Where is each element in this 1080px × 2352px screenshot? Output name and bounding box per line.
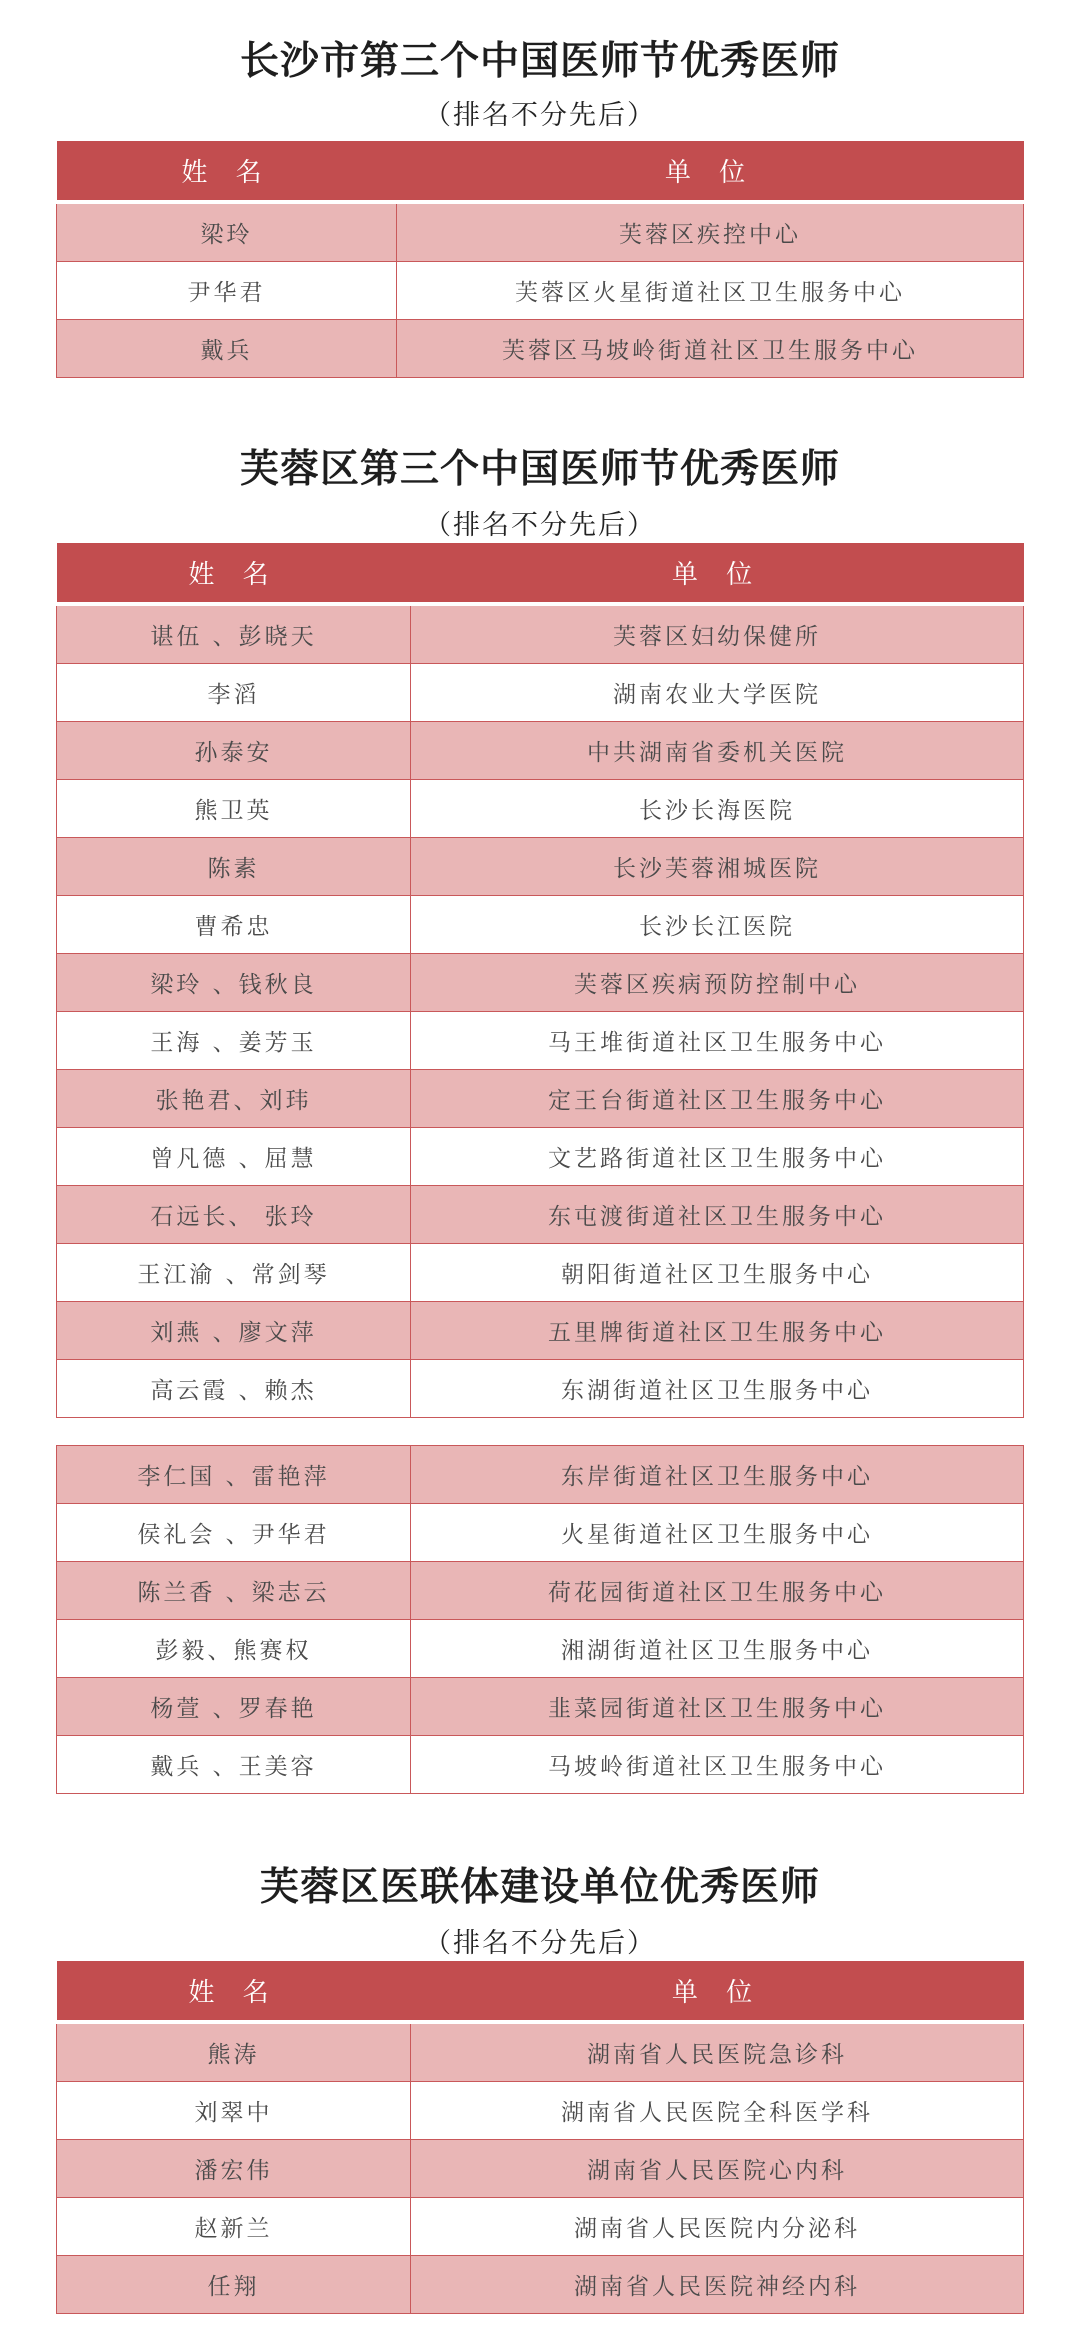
cell-unit: 湘湖街道社区卫生服务中心: [411, 1620, 1024, 1678]
table-row: [57, 954, 1024, 1012]
cell-unit: 荷花园街道社区卫生服务中心: [411, 1562, 1024, 1620]
table-row: [57, 1128, 1024, 1186]
table-row: [57, 1562, 1024, 1620]
cell-name: 李滔: [57, 664, 411, 722]
table-header-row: [57, 141, 1024, 202]
table-row: [57, 838, 1024, 896]
table-row: [57, 1620, 1024, 1678]
cell-name: 王江渝 、常剑琴: [57, 1244, 411, 1302]
table-row: [57, 1244, 1024, 1302]
table-row: [57, 1678, 1024, 1736]
cell-unit: 芙蓉区妇幼保健所: [411, 604, 1024, 664]
cell-unit: 长沙长江医院: [411, 896, 1024, 954]
cell-name: 张艳君、刘玮: [57, 1070, 411, 1128]
cell-name: 潘宏伟: [57, 2140, 411, 2198]
table-row: [57, 604, 1024, 664]
table-row: [57, 1504, 1024, 1562]
cell-name: 刘翠中: [57, 2082, 411, 2140]
table-row: [57, 1446, 1024, 1504]
header-unit: 单 位: [411, 543, 1024, 604]
cell-name: 高云霞 、赖杰: [57, 1360, 411, 1418]
table-header-row: [57, 1961, 1024, 2022]
cell-unit: 东湖街道社区卫生服务中心: [411, 1360, 1024, 1418]
table-row: [57, 1186, 1024, 1244]
cell-name: 李仁国 、雷艳萍: [57, 1446, 411, 1504]
cell-unit: 湖南省人民医院全科医学科: [411, 2082, 1024, 2140]
table-header-row: [57, 543, 1024, 604]
cell-unit: 长沙长海医院: [411, 780, 1024, 838]
section2-table-continued: [56, 1445, 1024, 1794]
table-row: [57, 896, 1024, 954]
table-row: [57, 2082, 1024, 2140]
cell-name: 王海 、姜芳玉: [57, 1012, 411, 1070]
cell-name: 任翔: [57, 2256, 411, 2314]
cell-unit: 东岸街道社区卫生服务中心: [411, 1446, 1024, 1504]
cell-unit: 马坡岭街道社区卫生服务中心: [411, 1736, 1024, 1794]
cell-unit: 五里牌街道社区卫生服务中心: [411, 1302, 1024, 1360]
cell-name: 戴兵 、王美容: [57, 1736, 411, 1794]
cell-unit: 芙蓉区马坡岭街道社区卫生服务中心: [397, 320, 1024, 378]
table-row: [57, 202, 1024, 262]
cell-name: 陈兰香 、梁志云: [57, 1562, 411, 1620]
cell-unit: 朝阳街道社区卫生服务中心: [411, 1244, 1024, 1302]
header-unit: 单 位: [411, 1961, 1024, 2022]
section1-title: 长沙市第三个中国医师节优秀医师: [239, 38, 840, 84]
table-row: [57, 320, 1024, 378]
section1-table: [56, 141, 1024, 378]
section3-table: [56, 1961, 1024, 2314]
section2-table: [56, 543, 1024, 1418]
section2-note: （排名不分先后）: [424, 510, 656, 541]
cell-name: 熊卫英: [57, 780, 411, 838]
cell-unit: 文艺路街道社区卫生服务中心: [411, 1128, 1024, 1186]
cell-name: 侯礼会 、尹华君: [57, 1504, 411, 1562]
cell-unit: 韭菜园街道社区卫生服务中心: [411, 1678, 1024, 1736]
header-name: 姓 名: [57, 543, 411, 604]
cell-name: 梁玲: [57, 202, 397, 262]
table-row: [57, 2198, 1024, 2256]
cell-unit: 湖南省人民医院内分泌科: [411, 2198, 1024, 2256]
cell-unit: 中共湖南省委机关医院: [411, 722, 1024, 780]
cell-name: 谌伍 、彭晓天: [57, 604, 411, 664]
table-row: [57, 2256, 1024, 2314]
cell-name: 彭毅、熊赛权: [57, 1620, 411, 1678]
cell-name: 陈素: [57, 838, 411, 896]
cell-name: 梁玲 、钱秋良: [57, 954, 411, 1012]
cell-name: 赵新兰: [57, 2198, 411, 2256]
section3-note: （排名不分先后）: [424, 1928, 656, 1959]
cell-unit: 湖南省人民医院神经内科: [411, 2256, 1024, 2314]
cell-unit: 定王台街道社区卫生服务中心: [411, 1070, 1024, 1128]
table-row: [57, 780, 1024, 838]
cell-name: 曾凡德 、屈慧: [57, 1128, 411, 1186]
cell-unit: 长沙芙蓉湘城医院: [411, 838, 1024, 896]
header-name: 姓 名: [57, 1961, 411, 2022]
section1-note: （排名不分先后）: [424, 100, 656, 131]
cell-unit: 湖南省人民医院急诊科: [411, 2022, 1024, 2082]
cell-name: 石远长、 张玲: [57, 1186, 411, 1244]
cell-name: 杨萱 、罗春艳: [57, 1678, 411, 1736]
table-row: [57, 2022, 1024, 2082]
cell-name: 曹希忠: [57, 896, 411, 954]
section2-title: 芙蓉区第三个中国医师节优秀医师: [239, 446, 840, 492]
table-row: [57, 664, 1024, 722]
table-row: [57, 2140, 1024, 2198]
cell-unit: 火星街道社区卫生服务中心: [411, 1504, 1024, 1562]
table-row: [57, 262, 1024, 320]
cell-name: 熊涛: [57, 2022, 411, 2082]
cell-unit: 芙蓉区疾控中心: [397, 202, 1024, 262]
cell-unit: 马王堆街道社区卫生服务中心: [411, 1012, 1024, 1070]
cell-name: 戴兵: [57, 320, 397, 378]
table-row: [57, 1302, 1024, 1360]
table-row: [57, 1360, 1024, 1418]
table-row: [57, 722, 1024, 780]
header-unit: 单 位: [397, 141, 1024, 202]
section3-title: 芙蓉区医联体建设单位优秀医师: [259, 1864, 820, 1910]
cell-name: 尹华君: [57, 262, 397, 320]
table-row: [57, 1012, 1024, 1070]
cell-name: 刘燕 、廖文萍: [57, 1302, 411, 1360]
cell-unit: 芙蓉区火星街道社区卫生服务中心: [397, 262, 1024, 320]
cell-unit: 东屯渡街道社区卫生服务中心: [411, 1186, 1024, 1244]
table-row: [57, 1070, 1024, 1128]
cell-unit: 湖南农业大学医院: [411, 664, 1024, 722]
cell-name: 孙泰安: [57, 722, 411, 780]
cell-unit: 湖南省人民医院心内科: [411, 2140, 1024, 2198]
header-name: 姓 名: [57, 141, 397, 202]
table-row: [57, 1736, 1024, 1794]
cell-unit: 芙蓉区疾病预防控制中心: [411, 954, 1024, 1012]
